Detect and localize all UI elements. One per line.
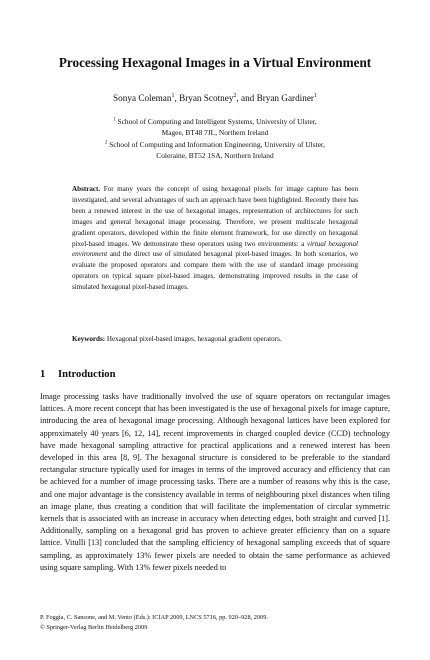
paper-title: Processing Hexagonal Images in a Virtual Environment: [58, 55, 372, 70]
abstract-italic-term: virtual hexagonal environment: [72, 239, 358, 259]
abstract-text: For many years the concept of using hexagonal pixels for image capture has been investigated, and several advantages of such an approach have been highlighted. Recently there has been a renewed interest in the use of hexagonal images, representation of architectures for such images and general hexagonal image processing. Therefore, we present multiscale hexagonal gradient operators, developed within the finite element framework, for use directly on hexagonal pixel-based images. We demonstrate these operators using two environments: a: [72, 185, 358, 248]
keywords: [72, 334, 358, 345]
author-name: Bryan Gardiner: [256, 93, 314, 103]
affiliation-line: Magee, BT48 7JL, Northern Ireland: [161, 128, 269, 138]
author-affil-mark: 2: [233, 92, 237, 99]
affiliation-line: Coleraine, BT52 1SA, Northern Ireland: [156, 151, 274, 161]
footer: [40, 613, 268, 632]
affiliation-text: School of Computing and Intelligent Systems, University of Ulster,: [115, 117, 317, 126]
author-affil-mark: 1: [313, 92, 317, 99]
author-list: [20, 93, 410, 103]
author-name: Sonya Coleman: [113, 93, 172, 103]
abstract-label: Abstract.: [72, 185, 101, 193]
section-heading: [40, 369, 116, 380]
footer-copyright: © Springer-Verlag Berlin Heidelberg 2009: [40, 623, 148, 631]
affiliation-text: School of Computing and Information Engineering, University of Ulster,: [107, 139, 325, 149]
section-body: Image processing tasks have traditionally involved the use of square operators on rectangular images lattices. A more recent concept that has been investigated is the use of hexagonal pixels for image capture, introducing the area of hexagonal image processing. Although hexagonal lattices have been explored for approximately 40 years [6, 12, 14], recent improvements in charged coupled device (CCD) technology have made hexagonal sampling attractive for practical applications and a renewed interest has been developed in this area [8, 9]. The hexagonal structure is considered to be preferable to the standard rectangular structure typically used for images in terms of the improved accuracy and efficiency that can be achieved for a number of image processing tasks. There are a number of reasons why this is the case, and one major advantage is the consistency available in terms of neighbouring pixel distances when tiling an image plane, thus creating a condition that will facilitate the implementation of circular symmetric kernels that is associated with an increase in accuracy when detecting edges, both straight and curved [1]. Additionally, sampling on a hexagonal grid has proven to achieve greater efficiency than on a square lattice. Vitulli [13] concluded that the sampling efficiency of hexagonal sampling exceeds that of square sampling, as approximately 13% fewer pixels are needed to obtain the same performance as achieved using square sampling. With 13% fewer pixels needed to: [40, 392, 390, 572]
affiliation-line: [60, 116, 370, 127]
author-separator: ,: [174, 93, 180, 103]
abstract: [72, 184, 358, 293]
author-separator: , and: [236, 93, 257, 103]
footer-citation: P. Foggia, C. Sansone, and M. Vento (Eds.): ICIAP 2009, LNCS 5716, pp. 920–928, 2009.: [40, 614, 268, 621]
keywords-label: Keywords:: [72, 335, 106, 343]
keywords-text: Hexagonal pixel-based images, hexagonal gradient operators.: [105, 335, 282, 343]
author-affil-mark: 1: [171, 92, 175, 99]
affil-mark: 2: [105, 140, 108, 146]
affil-mark: 1: [113, 117, 116, 123]
section-title: Introduction: [58, 369, 116, 380]
affiliation-line: [60, 139, 370, 150]
author-name: Bryan Scotney: [179, 93, 234, 103]
affiliations: [60, 116, 370, 162]
section-number: 1: [40, 369, 46, 380]
abstract-text: and the direct use of simulated hexagonal pixel-based images. In both scenarios, we evaluate the proposed operators and compare them with the use of standard image processing operators on typical square pixel-based images, demonstrating improved results in the case of simulated hexagonal pixel-based images.: [72, 250, 358, 292]
